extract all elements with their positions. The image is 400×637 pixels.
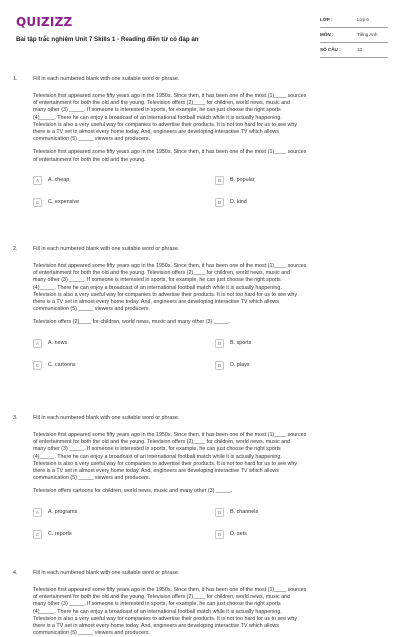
passage-line: of entertainment for both the old and the young. Television offers (2)____ for children, world news, music and (33, 270, 291, 277)
option-text: C. expensive (48, 199, 80, 206)
answer-option-c[interactable] (33, 530, 183, 542)
meta-label: MÔN : (320, 32, 334, 37)
passage-line: communication (5) _____ viewers and producers. (33, 136, 151, 143)
question-number: 2. (13, 246, 18, 252)
option-text: C. reports (48, 531, 72, 538)
passage-line: there is a TV set in almost every home today. And, engineers are developing interactive TV which allows (33, 623, 279, 630)
reading-passage (33, 432, 391, 482)
passage-line: many other (3) _____. If someone is interested in sports, for example, he can just choose the right sports (33, 601, 281, 608)
passage-line: of entertainment for both the old and the young. Television offers (2)____ for children, world news, music and (33, 100, 291, 107)
answer-option-d[interactable] (215, 530, 365, 542)
reading-passage (33, 93, 391, 143)
question-number: 3. (13, 415, 18, 421)
option-text: B. channels (230, 509, 259, 516)
answer-option-a[interactable] (33, 339, 183, 351)
meta-row-subject (320, 28, 388, 43)
passage-line: Television is also a very useful way for companies to advertise their products. It is not too hard for us to see why (33, 121, 298, 128)
option-letter-box[interactable]: B (215, 176, 224, 185)
meta-row-class (320, 13, 388, 28)
answer-option-c[interactable] (33, 198, 183, 210)
passage-line: many other (3) _____. If someone is interested in sports, for example, he can just choose the right sports (33, 446, 281, 453)
option-text: B. popular (230, 177, 255, 184)
option-letter-box[interactable]: A (33, 508, 42, 517)
option-text: B. sports (230, 340, 252, 347)
prompt-line: Television offers cartoons for children, world news, music and many other (3) _____. (33, 488, 233, 495)
option-letter-box[interactable]: C (33, 530, 42, 539)
passage-line: many other (3) _____. If someone is interested in sports, for example, he can just choose the right sports (33, 107, 281, 114)
option-letter-box[interactable]: D (215, 530, 224, 539)
passage-line: of entertainment for both the old and the young. Television offers (2)____ for children, world news, music and (33, 594, 291, 601)
passage-line: communication (5) _____ viewers and producers. (33, 475, 151, 482)
meta-label: LỚP : (320, 17, 333, 22)
passage-line: (4)_____. There he can enjoy a broadcast of an international football match while it is actually happening. (33, 114, 282, 121)
option-text: D. sets (230, 531, 247, 538)
passage-line: there is a TV set in almost every home today. And, engineers are developing interactive TV which allows (33, 468, 279, 475)
passage-line: Television is also a very useful way for companies to advertise their products. It is not too hard for us to see why (33, 460, 298, 467)
answer-option-a[interactable] (33, 176, 183, 188)
passage-line: there is a TV set in almost every home today. And, engineers are developing interactive TV which allows (33, 129, 279, 136)
answer-option-d[interactable] (215, 361, 365, 373)
worksheet-meta (320, 13, 388, 58)
option-text: A. programs (48, 509, 78, 516)
passage-line: Television first appeared some fifty years ago in the 1950s. Since then, it has been one of the most (1)____ sources (33, 587, 307, 593)
question-instruction: Fill in each numbered blank with one suitable word or phrase. (33, 570, 180, 576)
answer-option-b[interactable] (215, 339, 365, 351)
option-letter-box[interactable]: D (215, 198, 224, 207)
passage-line: many other (3) _____. If someone is interested in sports, for example, he can just choose the right sports (33, 277, 281, 284)
option-letter-box[interactable]: D (215, 361, 224, 370)
passage-line: communication (5) _____ viewers and producers. (33, 306, 151, 313)
option-text: D. kind (230, 199, 247, 206)
page-title: Bài tập trắc nghiệm Unit 7 Skills 1 - Reading điền từ có đáp án (16, 36, 199, 43)
answer-option-c[interactable] (33, 361, 183, 373)
question-instruction: Fill in each numbered blank with one suitable word or phrase. (33, 415, 180, 421)
passage-line: (4)_____. There he can enjoy a broadcast of an international football match while it is actually happening. (33, 453, 282, 460)
question-instruction: Fill in each numbered blank with one suitable word or phrase. (33, 76, 180, 82)
passage-line: of entertainment for both the old and the young. Television offers (2)____ for children, world news, music and (33, 439, 291, 446)
answer-option-a[interactable] (33, 508, 183, 520)
prompt-line: Television first appeared some fifty years ago in the 1950s. Since then, it has been one of the most (1)____ sources (33, 149, 307, 156)
passage-line: Television first appeared some fifty years ago in the 1950s. Since then, it has been one of the most (1)____ sources (33, 432, 307, 438)
reading-passage (33, 587, 391, 637)
prompt-line: of entertainment for both the old and the young. (33, 156, 146, 163)
meta-row-count (320, 43, 388, 58)
option-text: D. plays (230, 362, 250, 369)
question-prompt (33, 149, 391, 163)
question-instruction: Fill in each numbered blank with one suitable word or phrase. (33, 246, 180, 252)
prompt-line: Television offers (2)____ for children, world news, music and many other (3) _____. (33, 319, 231, 326)
quizizz-logo: QUIZIZZ (16, 15, 73, 29)
passage-line: Television first appeared some fifty years ago in the 1950s. Since then, it has been one of the most (1)____ sources (33, 263, 307, 269)
question-number: 1. (13, 76, 18, 82)
option-letter-box[interactable]: B (215, 508, 224, 517)
answer-option-d[interactable] (215, 198, 365, 210)
answer-option-b[interactable] (215, 508, 365, 520)
passage-line: Television first appeared some fifty years ago in the 1950s. Since then, it has been one of the most (1)____ sources (33, 93, 307, 99)
option-letter-box[interactable]: C (33, 198, 42, 207)
option-text: A. cheap (48, 177, 70, 184)
question-prompt (33, 488, 391, 495)
option-letter-box[interactable]: C (33, 361, 42, 370)
passage-line: Television is also a very useful way for companies to advertise their products. It is not too hard for us to see why (33, 291, 298, 298)
passage-line: there is a TV set in almost every home today. And, engineers are developing interactive TV which allows (33, 299, 279, 306)
passage-line: (4)_____. There he can enjoy a broadcast of an international football match while it is actually happening. (33, 608, 282, 615)
passage-line: communication (5) _____ viewers and producers. (33, 630, 151, 637)
reading-passage (33, 263, 391, 313)
question-prompt (33, 319, 391, 326)
option-letter-box[interactable]: A (33, 176, 42, 185)
option-letter-box[interactable]: B (215, 339, 224, 348)
option-text: C. cartoons (48, 362, 76, 369)
meta-value: 10 (357, 47, 363, 52)
option-text: A. news (48, 340, 68, 347)
answer-option-b[interactable] (215, 176, 365, 188)
question-number: 4. (13, 570, 18, 576)
option-letter-box[interactable]: A (33, 339, 42, 348)
passage-line: (4)_____. There he can enjoy a broadcast of an international football match while it is actually happening. (33, 284, 282, 291)
meta-value: Lớp 6 (357, 17, 369, 22)
meta-label: SỐ CÂU : (320, 47, 341, 52)
worksheet-header (0, 0, 400, 60)
passage-line: Television is also a very useful way for companies to advertise their products. It is not too hard for us to see why (33, 615, 298, 622)
meta-value: Tiếng Anh (357, 32, 378, 37)
